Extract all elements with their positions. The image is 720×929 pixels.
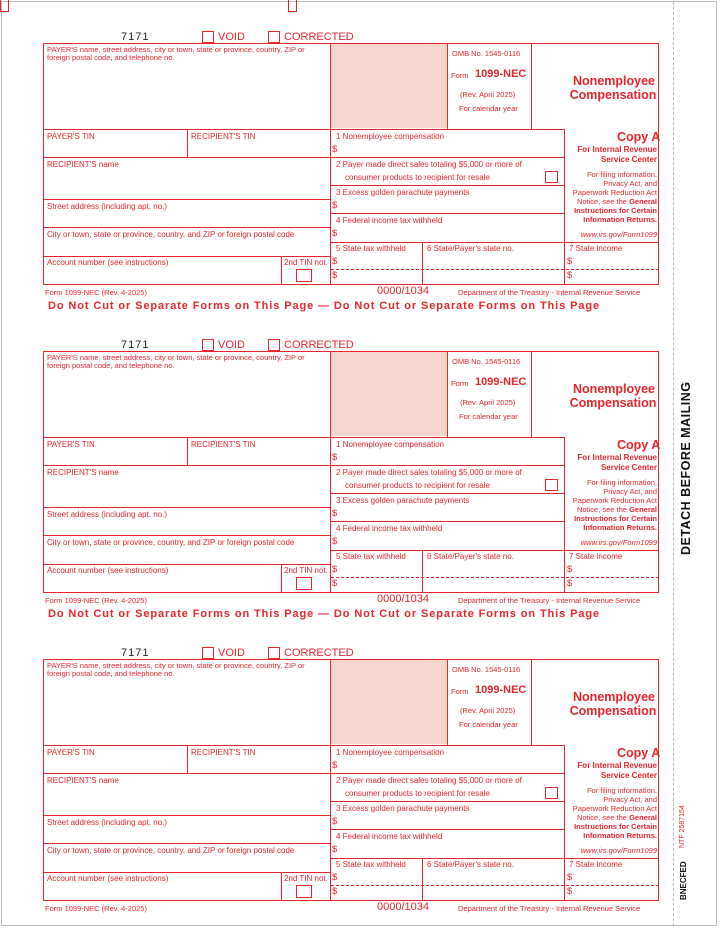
divider [187, 129, 188, 157]
payer-tin-label: PAYER'S TIN [47, 132, 95, 141]
form-copy [0, 308, 720, 605]
divider [331, 829, 565, 830]
box2-label: consumer products to recipient for resale [345, 789, 490, 798]
box3-label: 3 Excess golden parachute payments [336, 188, 470, 197]
box1-dollar: $ [332, 452, 338, 463]
form-copy [0, 616, 720, 913]
instructions-note: Instructions for Certain [574, 514, 657, 523]
instructions-note: Instructions for Certain [574, 206, 657, 215]
divider [331, 157, 565, 158]
dashed-divider [331, 885, 659, 886]
box3-label: 3 Excess golden parachute payments [336, 804, 470, 813]
omb-number: OMB No. 1545-0116 [452, 665, 521, 674]
box4-dollar: $ [332, 228, 338, 239]
instructions-note: Notice, see the General [576, 197, 657, 206]
instructions-note: For filing information, [586, 478, 657, 487]
instructions-note: Information Returns. [583, 215, 657, 224]
divider [531, 659, 532, 745]
form-top-number: 7171 [121, 31, 150, 43]
instructions-note: Notice, see the General [576, 813, 657, 822]
divider [43, 157, 331, 158]
box7-dollar: $ [567, 578, 573, 589]
recipient-name-label: RECIPIENT'S name [47, 468, 119, 477]
divider [43, 535, 331, 536]
form-title: Compensation [569, 704, 657, 718]
corrected-checkbox[interactable] [268, 339, 280, 351]
dashed-divider [331, 269, 659, 270]
divider [447, 351, 448, 437]
footer-form-label: Form 1099-NEC (Rev. 4-2025) [45, 596, 147, 605]
copy-destination: Service Center [600, 463, 657, 472]
corrected-label: CORRECTED [284, 31, 354, 43]
form-revision: (Rev. April 2025) [460, 706, 516, 715]
box3-dollar: $ [332, 200, 338, 211]
divider [43, 507, 331, 508]
void-label: VOID [218, 647, 245, 659]
divider [43, 872, 331, 873]
form-word: Form [451, 379, 469, 388]
omb-number: OMB No. 1545-0116 [452, 49, 521, 58]
box5-dollar: $ [332, 578, 338, 589]
instructions-note: For filing information, [586, 170, 657, 179]
recipient-tin-label: RECIPIENT'S TIN [191, 748, 256, 757]
form-title: Nonemployee [573, 382, 655, 396]
void-label: VOID [218, 339, 245, 351]
street-address-label: Street address (including apt. no.) [47, 202, 168, 211]
divider [187, 745, 188, 773]
void-checkbox[interactable] [202, 31, 214, 43]
calendar-year-label: For calendar year [459, 412, 518, 421]
form-title: Compensation [569, 88, 657, 102]
payer-tin-label: PAYER'S TIN [47, 748, 95, 757]
department-label: Department of the Treasury - Internal Revenue Service [458, 288, 641, 297]
box1-dollar: $ [332, 144, 338, 155]
corrected-label: CORRECTED [284, 339, 354, 351]
divider [43, 815, 331, 816]
second-tin-label: 2nd TIN not. [284, 874, 328, 883]
void-checkbox[interactable] [202, 647, 214, 659]
recipient-name-label: RECIPIENT'S name [47, 776, 119, 785]
account-number-label: Account number (see instructions) [47, 566, 169, 575]
box2-label: 2 Payer made direct sales totaling $5,000 or more of [336, 468, 522, 477]
box7-dollar: $ [567, 270, 573, 281]
divider [447, 659, 448, 745]
divider [281, 256, 282, 285]
box2-label: consumer products to recipient for resale [345, 481, 490, 490]
footer-form-label: Form 1099-NEC (Rev. 4-2025) [45, 904, 147, 913]
divider [281, 564, 282, 593]
divider [187, 437, 188, 465]
box2-checkbox[interactable] [545, 171, 558, 183]
box5-dollar: $ [332, 886, 338, 897]
box7-dollar: $ [567, 564, 573, 575]
form-copy [0, 0, 720, 297]
void-checkbox[interactable] [202, 339, 214, 351]
separator-warning: Do Not Cut or Separate Forms on This Page — Do Not Cut or Separate Forms on This Page [48, 300, 601, 312]
corrected-checkbox[interactable] [268, 647, 280, 659]
detach-notice: DETACH BEFORE MAILING [679, 381, 693, 555]
form-number: 1099-NEC [475, 376, 527, 388]
box2-label: consumer products to recipient for resale [345, 173, 490, 182]
instructions-note: Paperwork Reduction Act [572, 496, 657, 505]
instructions-note: For filing information, [586, 786, 657, 795]
omb-number: OMB No. 1545-0116 [452, 357, 521, 366]
divider [564, 550, 565, 593]
city-label: City or town, state or province, country, and ZIP or foreign postal code [47, 846, 295, 855]
box5-label: 5 State tax withheld [336, 860, 406, 869]
box5-dollar: $ [332, 564, 338, 575]
box6-label: 6 State/Payer's state no. [427, 244, 514, 253]
divider [331, 465, 565, 466]
divider [331, 858, 659, 859]
corrected-label: CORRECTED [284, 647, 354, 659]
divider [564, 858, 565, 901]
divider [330, 351, 331, 593]
box5-label: 5 State tax withheld [336, 552, 406, 561]
city-label: City or town, state or province, country, and ZIP or foreign postal code [47, 230, 295, 239]
account-number-label: Account number (see instructions) [47, 874, 169, 883]
divider [331, 185, 565, 186]
instructions-note: Information Returns. [583, 831, 657, 840]
divider [331, 242, 659, 243]
dashed-divider [331, 577, 659, 578]
divider [531, 43, 532, 129]
department-label: Department of the Treasury - Internal Revenue Service [458, 904, 641, 913]
divider [331, 493, 565, 494]
box3-label: 3 Excess golden parachute payments [336, 496, 470, 505]
box4-label: 4 Federal income tax withheld [336, 216, 443, 225]
box4-dollar: $ [332, 844, 338, 855]
instructions-note: Notice, see the General [576, 505, 657, 514]
divider [43, 199, 331, 200]
divider [531, 351, 532, 437]
copy-destination: For Internal Revenue [577, 761, 657, 770]
box7-label: 7 State income [569, 552, 623, 561]
form-title: Compensation [569, 396, 657, 410]
box3-dollar: $ [332, 508, 338, 519]
divider [330, 43, 331, 285]
street-address-label: Street address (including apt. no.) [47, 510, 168, 519]
box4-label: 4 Federal income tax withheld [336, 524, 443, 533]
copy-label: Copy A [617, 746, 661, 760]
second-tin-label: 2nd TIN not. [284, 258, 328, 267]
box5-dollar: $ [332, 872, 338, 883]
box3-dollar: $ [332, 816, 338, 827]
divider [422, 242, 423, 285]
void-label: VOID [218, 31, 245, 43]
street-address-label: Street address (including apt. no.) [47, 818, 168, 827]
instructions-note: Privacy Act, and [603, 795, 657, 804]
box1-label: 1 Nonemployee compensation [336, 440, 445, 449]
irs-url[interactable]: www.irs.gov/Form1099 [580, 538, 657, 547]
second-tin-checkbox[interactable] [296, 577, 312, 590]
irs-url[interactable]: www.irs.gov/Form1099 [580, 230, 657, 239]
instructions-note: Information Returns. [583, 523, 657, 532]
instructions-note: Privacy Act, and [603, 487, 657, 496]
divider [43, 843, 331, 844]
second-tin-label: 2nd TIN not. [284, 566, 328, 575]
calendar-year-label: For calendar year [459, 104, 518, 113]
calendar-year-label: For calendar year [459, 720, 518, 729]
copy-destination: For Internal Revenue [577, 453, 657, 462]
box7-dollar: $ [567, 886, 573, 897]
box1-label: 1 Nonemployee compensation [336, 748, 445, 757]
divider [43, 745, 565, 746]
form-title: Nonemployee [573, 690, 655, 704]
recipient-tin-label: RECIPIENT'S TIN [191, 132, 256, 141]
divider [43, 465, 331, 466]
account-number-label: Account number (see instructions) [47, 258, 169, 267]
divider [331, 801, 565, 802]
box5-label: 5 State tax withheld [336, 244, 406, 253]
divider [330, 659, 331, 901]
ntf-code: NTF 2587154 [679, 805, 686, 848]
divider [564, 242, 565, 285]
divider [331, 773, 565, 774]
copy-destination: For Internal Revenue [577, 145, 657, 154]
divider [43, 256, 331, 257]
city-label: City or town, state or province, country, and ZIP or foreign postal code [47, 538, 295, 547]
box1-label: 1 Nonemployee compensation [336, 132, 445, 141]
instructions-note: Paperwork Reduction Act [572, 188, 657, 197]
footer-form-label: Form 1099-NEC (Rev. 4-2025) [45, 288, 147, 297]
box7-label: 7 State income [569, 244, 623, 253]
divider [43, 437, 565, 438]
instructions-note: Privacy Act, and [603, 179, 657, 188]
divider [43, 564, 331, 565]
box7-label: 7 State income [569, 860, 623, 869]
form-number: 1099-NEC [475, 684, 527, 696]
corrected-checkbox[interactable] [268, 31, 280, 43]
box7-dollar: $ [567, 872, 573, 883]
form-word: Form [451, 687, 469, 696]
payer-name-label: PAYER'S name, street address, city or town, state or province, country, ZIP or foreign postal code, and telephone no. [47, 45, 305, 62]
form-revision: (Rev. April 2025) [460, 90, 516, 99]
divider [43, 227, 331, 228]
recipient-tin-label: RECIPIENT'S TIN [191, 440, 256, 449]
box4-label: 4 Federal income tax withheld [336, 832, 443, 841]
copy-label: Copy A [617, 130, 661, 144]
box6-label: 6 State/Payer's state no. [427, 552, 514, 561]
form-top-number: 7171 [121, 647, 150, 659]
separator-warning: Do Not Cut or Separate Forms on This Page — Do Not Cut or Separate Forms on This Page [48, 608, 601, 620]
department-label: Department of the Treasury - Internal Revenue Service [458, 596, 641, 605]
recipient-name-label: RECIPIENT'S name [47, 160, 119, 169]
box2-checkbox[interactable] [545, 787, 558, 799]
copy-label: Copy A [617, 438, 661, 452]
form-revision: (Rev. April 2025) [460, 398, 516, 407]
copy-destination: Service Center [600, 155, 657, 164]
box5-dollar: $ [332, 270, 338, 281]
divider [447, 43, 448, 129]
divider [422, 858, 423, 901]
divider [331, 213, 565, 214]
box6-label: 6 State/Payer's state no. [427, 860, 514, 869]
divider [281, 872, 282, 901]
catalog-number: 0000/1034 [377, 593, 429, 605]
form-code: BNECFED [679, 861, 688, 900]
box4-dollar: $ [332, 536, 338, 547]
divider [43, 129, 565, 130]
catalog-number: 0000/1034 [377, 285, 429, 297]
box2-label: 2 Payer made direct sales totaling $5,000 or more of [336, 160, 522, 169]
divider [331, 521, 565, 522]
instructions-note: Paperwork Reduction Act [572, 804, 657, 813]
copy-destination: Service Center [600, 771, 657, 780]
box2-label: 2 Payer made direct sales totaling $5,000 or more of [336, 776, 522, 785]
box1-dollar: $ [332, 760, 338, 771]
box5-dollar: $ [332, 256, 338, 267]
payer-name-label: PAYER'S name, street address, city or town, state or province, country, ZIP or foreign postal code, and telephone no. [47, 353, 305, 370]
form-number: 1099-NEC [475, 68, 527, 80]
catalog-number: 0000/1034 [377, 901, 429, 913]
form-word: Form [451, 71, 469, 80]
payer-tin-label: PAYER'S TIN [47, 440, 95, 449]
box7-dollar: $ [567, 256, 573, 267]
divider [43, 773, 331, 774]
instructions-note: Instructions for Certain [574, 822, 657, 831]
payer-name-label: PAYER'S name, street address, city or town, state or province, country, ZIP or foreign postal code, and telephone no. [47, 661, 305, 678]
divider [331, 550, 659, 551]
divider [422, 550, 423, 593]
irs-url[interactable]: www.irs.gov/Form1099 [580, 846, 657, 855]
box2-checkbox[interactable] [545, 479, 558, 491]
second-tin-checkbox[interactable] [296, 269, 312, 282]
form-top-number: 7171 [121, 339, 150, 351]
form-title: Nonemployee [573, 74, 655, 88]
second-tin-checkbox[interactable] [296, 885, 312, 898]
